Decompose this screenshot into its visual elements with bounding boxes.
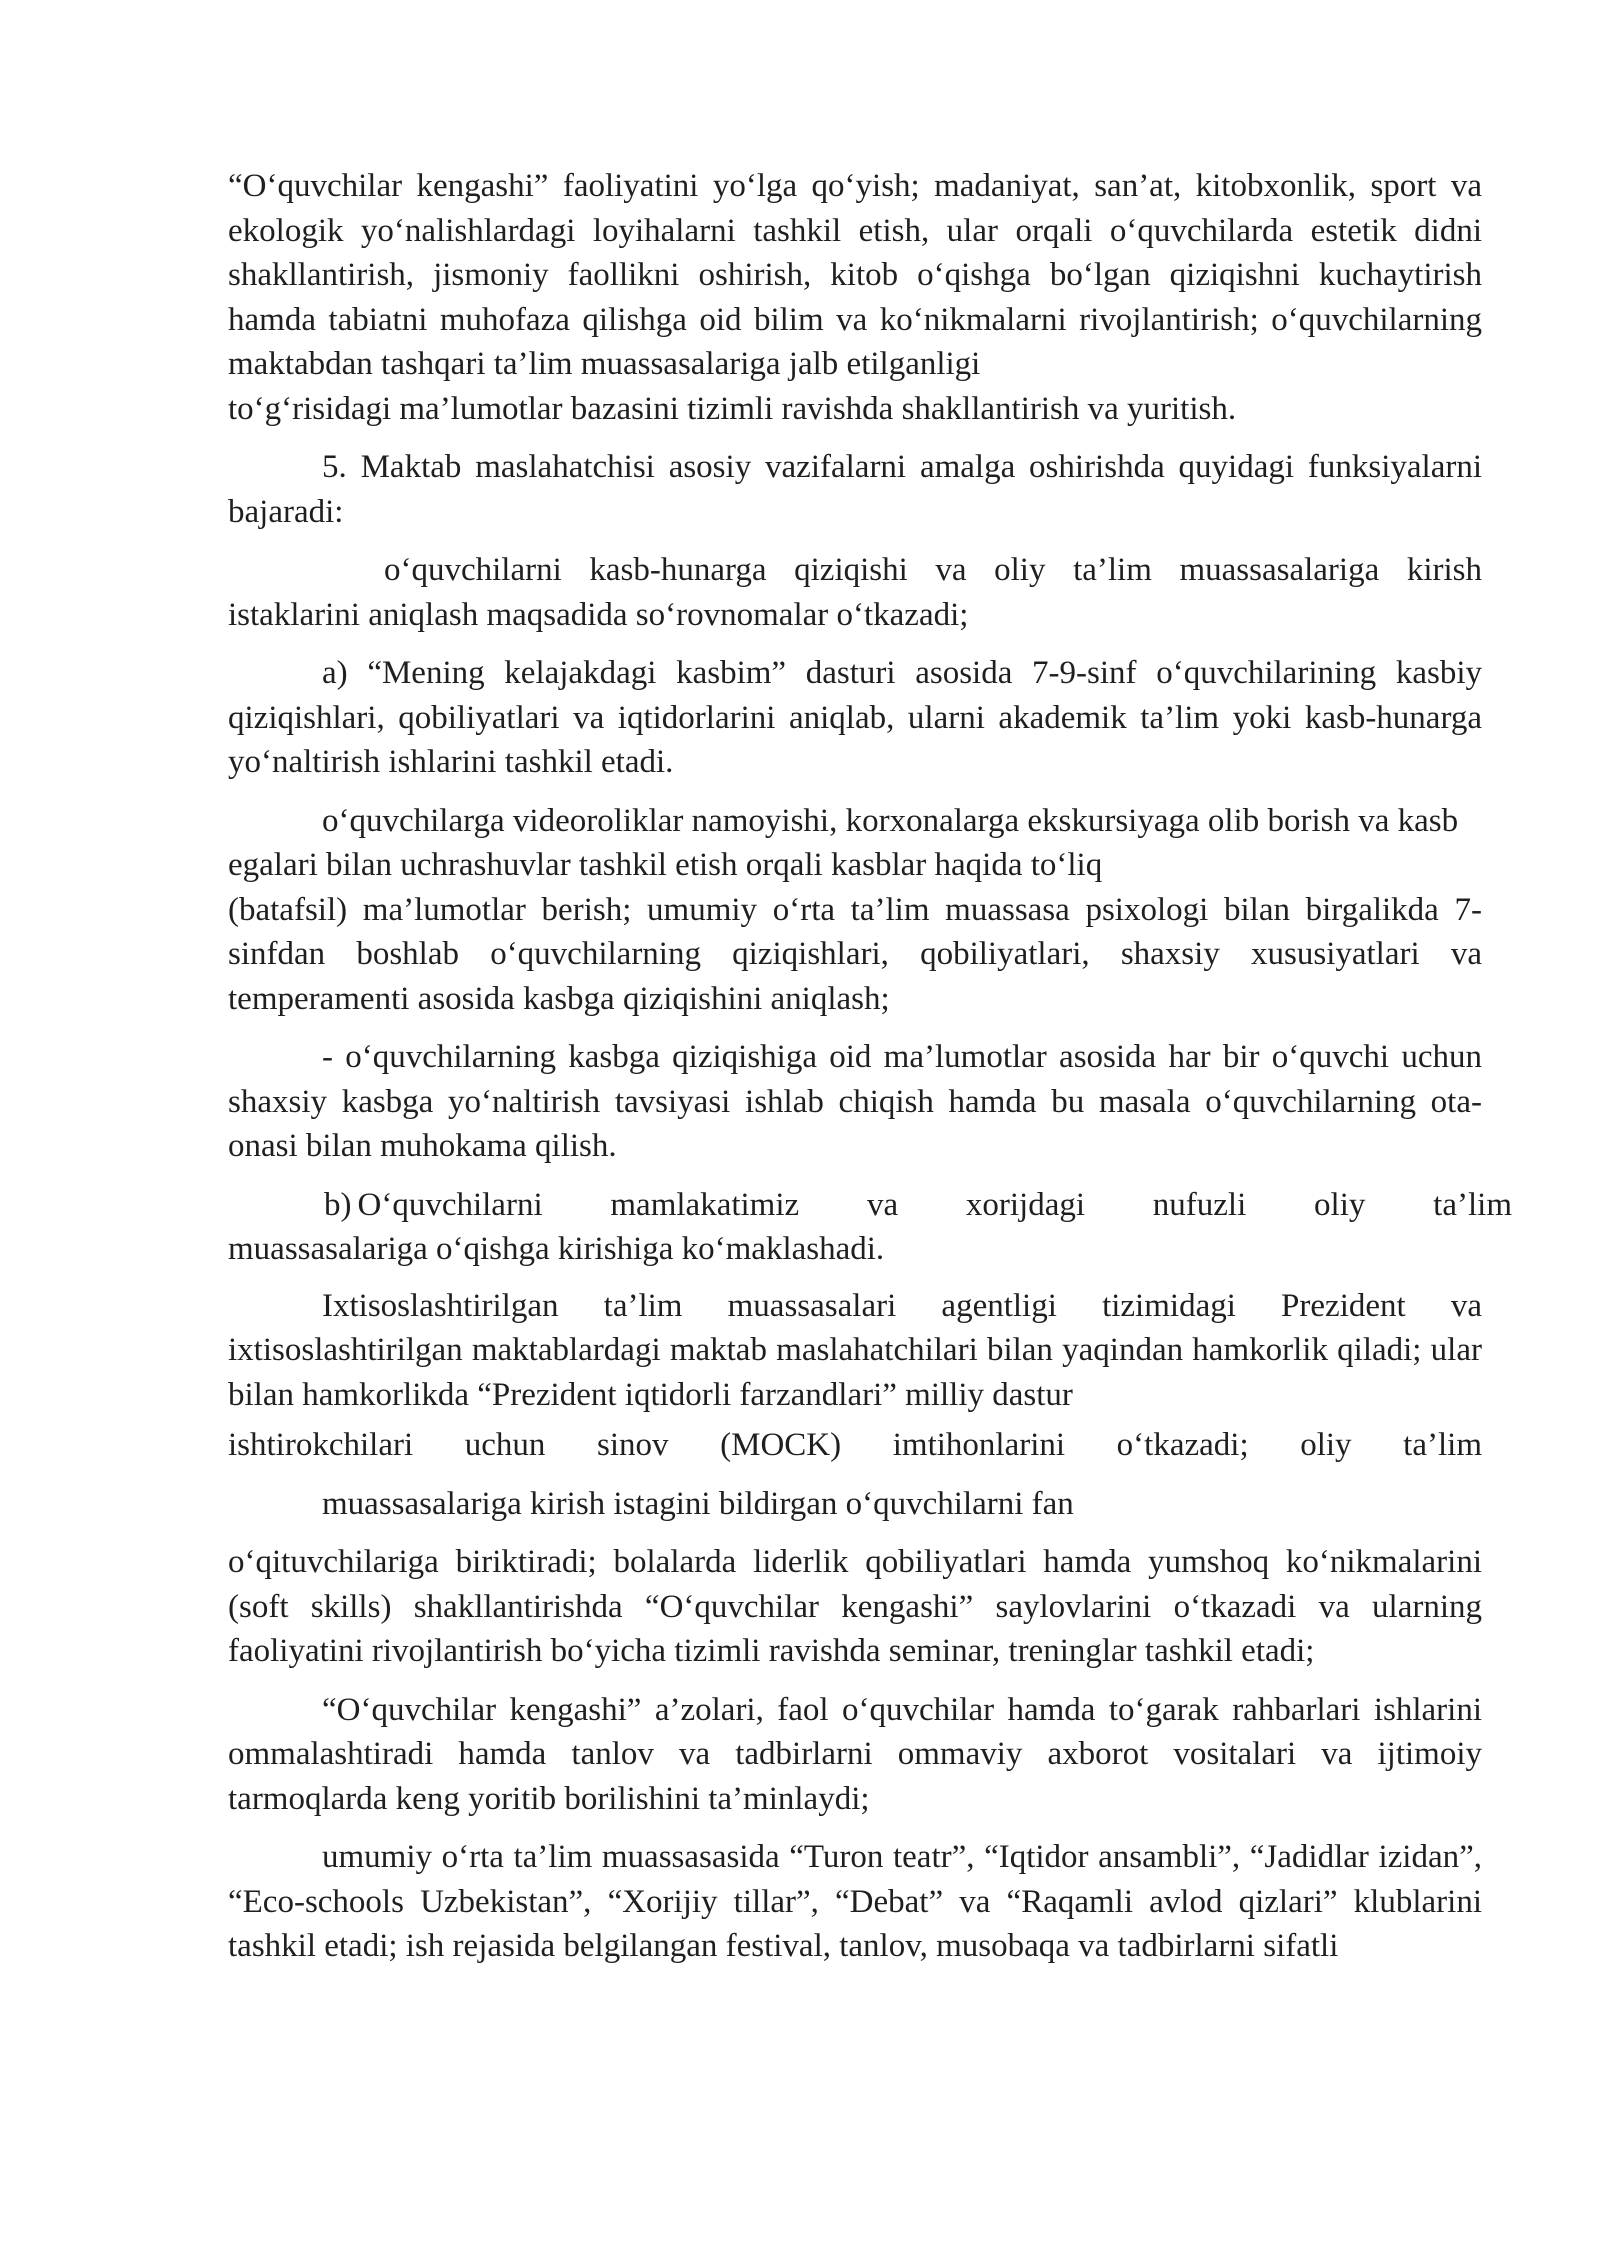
paragraph-subject-assignment: muassasalariga kirish istagini bildirgan oʻquvchilarni fan: [322, 1485, 1074, 1522]
document-body: [228, 164, 1512, 1983]
paragraph-soft-skills: oʻqituvchilariga biriktiradi; bolalarda liderlik qobiliyatlari hamda yumshoq koʻnikmalarini (soft skills) shakllantirishda “Oʻquvchilar kengashi” saylovlarini oʻtkazadi va ularning faoliyatini rivojlantirish boʻyicha tizimli ravishda seminar, treninglar tashkil etadi;: [228, 1544, 1482, 1669]
item-b-line1: Oʻquvchilarni mamlakatimiz va xorijdagi nufuzli oliy ta’lim: [357, 1186, 1512, 1223]
paragraph-individual-recommendation: - oʻquvchilarning kasbga qiziqishiga oid ma’lumotlar asosida har bir oʻquvchi uchun shaxsiy kasbga yoʻnaltirish tavsiyasi ishlab chiqish hamda bu masala oʻquvchilarning ota-onasi bilan muhokama qilish.: [228, 1039, 1482, 1164]
paragraph-popularize-activities: “Oʻquvchilar kengashi” a’zolari, faol oʻquvchilar hamda toʻgarak rahbarlari ishlarini ommalashtiradi hamda tanlov va tadbirlarni ommaviy axborot vositalari va ijtimoiy tarmoqlarda keng yoritib borilishini ta’minlaydi;: [228, 1691, 1482, 1817]
paragraph-agency-cooperation: Ixtisoslashtirilgan ta’lim muassasalari agentligi tizimidagi Prezident va ixtisoslashtirilgan maktablardagi maktab maslahatchilari bilan yaqindan hamkorlik qiladi; ular bilan hamkorlikda “Prezident iqtidorli farzandlari” milliy dastur: [228, 1287, 1482, 1413]
paragraph-item-b: [228, 1183, 1512, 1272]
paragraph-videos-excursions: oʻquvchilarga videoroliklar namoyishi, korxonalarga ekskursiyaga olib borish va kasb egalari bilan uchrashuvlar tashkil etish orqali kasblar haqida toʻliq: [228, 802, 1459, 883]
item-b-label: b): [324, 1186, 352, 1223]
paragraph-detailed-information: (batafsil) ma’lumotlar berish; umumiy oʻrta ta’lim muassasa psixologi bilan birgalikda 7-sinfdan boshlab oʻquvchilarning qiziqishlari, qobiliyatlari, shaxsiy xususiyatlari va temperamenti asosida kasbga qiziqishini aniqlash;: [228, 891, 1482, 1017]
paragraph-surveys: oʻquvchilarni kasb-hunarga qiziqishi va oliy ta’lim muassasalariga kirish istaklarini aniqlash maqsadida soʻrovnomalar oʻtkazadi;: [228, 552, 1482, 633]
paragraph-mock-exams: ishtirokchilari uchun sinov (MOCK) imtihonlarini oʻtkazadi; oliy ta’lim: [228, 1427, 1482, 1463]
item-b-first-line: [228, 1183, 1512, 1228]
paragraph-database-formation: toʻgʻrisidagi ma’lumotlar bazasini tizimli ravishda shakllantirish va yuritish.: [228, 390, 1237, 427]
paragraph-item-a: a) “Mening kelajakdagi kasbim” dasturi asosida 7-9-sinf oʻquvchilarining kasbiy qiziqishlari, qobiliyatlari va iqtidorlarini aniqlab, ularni akademik ta’lim yoki kasb-hunarga yoʻnaltirish ishlarini tashkil etadi.: [228, 655, 1482, 780]
paragraph-clubs: umumiy oʻrta ta’lim muassasasida “Turon teatr”, “Iqtidor ansambli”, “Jadidlar izidan”, “Eco-schools Uzbekistan”, “Xorijiy tillar”, “Debat” va “Raqamli avlod qizlari” klublarini tashkil etadi; ish rejasida belgilangan festival, tanlov, musobaqa va tadbirlarni sifatli: [228, 1839, 1482, 1964]
item-b-line2: muassasalariga oʻqishga kirishiga koʻmaklashadi.: [228, 1231, 885, 1267]
paragraph-item-5-heading: 5. Maktab maslahatchisi asosiy vazifalarni amalga oshirishda quyidagi funksiyalarni bajaradi:: [228, 449, 1482, 530]
paragraph-student-council-activities: “Oʻquvchilar kengashi” faoliyatini yoʻlga qoʻyish; madaniyat, san’at, kitobxonlik, sport va ekologik yoʻnalishlardagi loyihalarni tashkil etish, ular orqali oʻquvchilarda estetik didni shakllantirish, jismoniy faollikni oshirish, kitob oʻqishga boʻlgan qiziqishni kuchaytirish hamda tabiatni muhofaza qilishga oid bilim va koʻnikmalarni rivojlantirish; oʻquvchilarning maktabdan tashqari ta’lim muassasalariga jalb etilganligi: [228, 168, 1482, 382]
